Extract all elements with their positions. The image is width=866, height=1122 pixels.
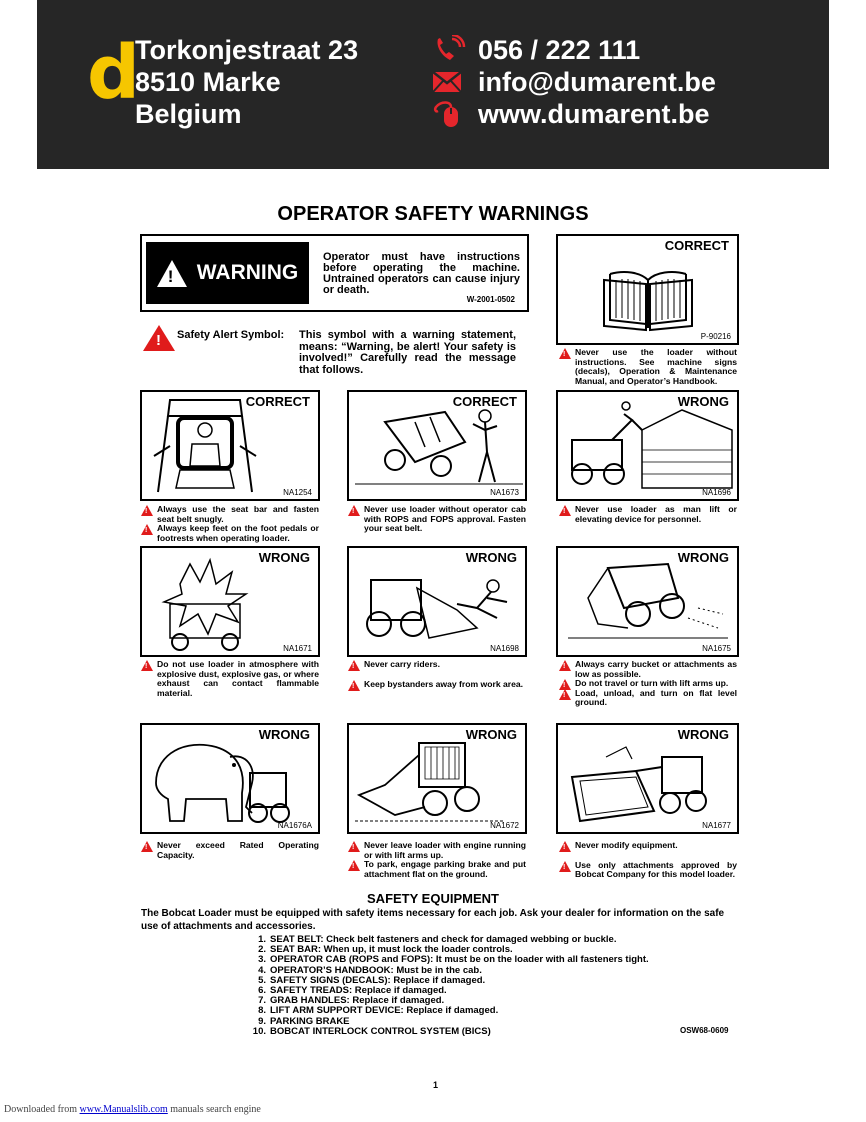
caption-line: Never use the loader without instructions. See machine signs (decals), Operation & Maintenance Manual, and Operator’s Handbook. xyxy=(575,347,737,386)
address-line-2: 8510 Marke xyxy=(135,67,281,97)
warning-banner xyxy=(146,242,309,304)
panel-code: NA1672 xyxy=(490,821,519,830)
modified-bucket-illustration xyxy=(566,737,726,827)
caption-line: Do not travel or turn with lift arms up. xyxy=(575,678,729,689)
explosion-illustration xyxy=(150,554,260,654)
panel-parking xyxy=(347,723,527,834)
panel-code: NA1676A xyxy=(277,821,312,830)
warning-triangle-icon xyxy=(141,524,153,535)
panel-explosive xyxy=(140,546,320,657)
warning-label: WARNING xyxy=(196,261,299,284)
panel-code: NA1673 xyxy=(490,488,519,497)
panel-label: CORRECT xyxy=(664,238,729,253)
panel-caption xyxy=(559,660,737,708)
caption-line: To park, engage parking brake and put attachment flat on the ground. xyxy=(364,859,526,879)
caption-line: Always use the seat bar and fasten seat belt snugly. xyxy=(157,504,319,524)
caption-line: Always keep feet on the foot pedals or footrests when operating loader. xyxy=(157,523,319,543)
warning-triangle-icon xyxy=(559,861,571,872)
panel-bucket-low xyxy=(556,546,739,657)
warning-code: W-2001-0502 xyxy=(466,295,515,304)
panel-caption xyxy=(348,660,526,689)
header-banner xyxy=(37,0,829,169)
panel-code: NA1696 xyxy=(702,488,731,497)
panel-capacity xyxy=(140,723,320,834)
panel-label: WRONG xyxy=(677,727,729,742)
email-icon xyxy=(432,71,478,93)
address-block xyxy=(135,34,358,130)
safety-alert-text: This symbol with a warning statement, means: “Warning, be alert! Your safety is involved!” Carefully read the message that follows. xyxy=(299,329,516,376)
contact-block xyxy=(432,34,716,130)
panel-code: NA1671 xyxy=(283,644,312,653)
man-lift-illustration xyxy=(562,400,736,490)
tipping-loader-illustration xyxy=(568,558,728,648)
caption-line: Never carry riders. xyxy=(364,659,440,669)
panel-man-lift xyxy=(556,390,739,501)
panel-caption xyxy=(559,348,737,386)
panel-label: CORRECT xyxy=(245,394,310,409)
address-line-3: Belgium xyxy=(135,99,242,129)
panel-rops xyxy=(347,390,527,501)
panel-code: NA1254 xyxy=(283,488,312,497)
panel-modify xyxy=(556,723,739,834)
phone-icon xyxy=(432,35,478,65)
safety-alert-icon xyxy=(143,325,175,351)
footer-prefix: Downloaded from xyxy=(4,1104,80,1115)
panel-label: WRONG xyxy=(677,550,729,565)
list-item: 3. OPERATOR CAB (ROPS and FOPS): It must be on the loader with all fasteners tight. xyxy=(258,954,649,966)
caption-line: Never modify equipment. xyxy=(575,840,678,850)
caption-line: Never use loader as man lift or elevating device for personnel. xyxy=(575,504,737,524)
page-number: 1 xyxy=(433,1080,439,1090)
list-item: 8. LIFT ARM SUPPORT DEVICE: Replace if damaged. xyxy=(258,1005,499,1017)
operator-seat-illustration xyxy=(150,396,260,498)
safety-equipment-title: SAFETY EQUIPMENT xyxy=(367,891,499,906)
document-code: OSW68-0609 xyxy=(680,1026,729,1035)
warning-box xyxy=(140,234,529,312)
panel-label: WRONG xyxy=(677,394,729,409)
warning-triangle-icon xyxy=(348,841,360,852)
panel-caption xyxy=(559,505,737,524)
warning-triangle-icon xyxy=(141,660,153,671)
panel-label: WRONG xyxy=(258,727,310,742)
caption-line: Use only attachments approved by Bobcat Company for this model loader. xyxy=(575,859,737,880)
panel-caption xyxy=(141,841,319,860)
website[interactable]: www.dumarent.be xyxy=(478,99,710,129)
panel-label: WRONG xyxy=(465,727,517,742)
list-item: 2. SEAT BAR: When up, it must lock the loader controls. xyxy=(258,944,513,956)
panel-code: NA1677 xyxy=(702,821,731,830)
company-logo: d xyxy=(87,30,140,116)
manual-book-icon xyxy=(600,266,696,332)
list-item: 4. OPERATOR’S HANDBOOK: Must be in the cab. xyxy=(258,964,482,976)
warning-triangle-icon xyxy=(559,660,571,671)
warning-triangle-icon xyxy=(559,689,571,700)
panel-label: CORRECT xyxy=(452,394,517,409)
warning-triangle-icon xyxy=(559,841,571,852)
list-item: 7. GRAB HANDLES: Replace if damaged. xyxy=(258,995,445,1007)
rollover-illustration xyxy=(355,402,523,488)
page-title: OPERATOR SAFETY WARNINGS xyxy=(277,203,589,225)
footer-suffix: manuals search engine xyxy=(167,1104,261,1115)
safety-equipment-list xyxy=(246,935,649,1037)
panel-seat-bar xyxy=(140,390,320,501)
riders-illustration xyxy=(357,558,523,648)
footer xyxy=(4,1104,261,1115)
address-line-1: Torkonjestraat 23 xyxy=(135,35,359,65)
mouse-icon xyxy=(432,99,478,129)
warning-triangle-icon xyxy=(348,680,360,691)
panel-manual xyxy=(556,234,739,345)
panel-riders xyxy=(347,546,527,657)
list-item: 10. BOBCAT INTERLOCK CONTROL SYSTEM (BICS) xyxy=(252,1025,491,1037)
warning-triangle-icon xyxy=(348,505,360,516)
list-item: 1. SEAT BELT: Check belt fasteners and check for damaged webbing or buckle. xyxy=(258,934,617,945)
panel-label: WRONG xyxy=(465,550,517,565)
warning-triangle-icon xyxy=(157,260,187,287)
warning-triangle-icon xyxy=(348,660,360,671)
manualslib-link[interactable]: www.Manualslib.com xyxy=(79,1104,168,1115)
warning-triangle-icon xyxy=(348,860,360,871)
parked-loader-illustration xyxy=(355,735,505,827)
panel-caption xyxy=(348,505,526,534)
safety-alert-label: Safety Alert Symbol: xyxy=(177,329,285,341)
list-item: 6. SAFETY TREADS: Replace if damaged. xyxy=(258,985,447,997)
warning-triangle-icon xyxy=(141,505,153,516)
warning-text: Operator must have instructions before operating the machine. Untrained operators can cause injury or death. xyxy=(323,251,520,296)
elephant-illustration xyxy=(146,733,296,829)
list-item: 5. SAFETY SIGNS (DECALS): Replace if damaged. xyxy=(258,974,486,986)
panel-code: P-90216 xyxy=(700,332,731,341)
panel-caption xyxy=(141,660,319,698)
caption-line: Do not use loader in atmosphere with explosive dust, explosive gas, or where exhaust can contact flammable material. xyxy=(157,659,319,698)
warning-triangle-icon xyxy=(559,348,571,359)
caption-line: Never use loader without operator cab with ROPS and FOPS approval. Fasten your seat belt. xyxy=(364,504,526,534)
list-item: 9. PARKING BRAKE xyxy=(258,1015,350,1027)
panel-code: NA1675 xyxy=(702,644,731,653)
caption-line: Never exceed Rated Operating Capacity. xyxy=(157,840,319,860)
warning-triangle-icon xyxy=(141,841,153,852)
email-address[interactable]: info@dumarent.be xyxy=(478,67,716,97)
caption-line: Never leave loader with engine running or with lift arms up. xyxy=(364,840,526,860)
phone-number[interactable]: 056 / 222 111 xyxy=(478,35,641,65)
caption-line: Keep bystanders away from work area. xyxy=(364,678,524,689)
safety-equipment-intro: The Bobcat Loader must be equipped with safety items necessary for each job. Ask your dealer for information on the safe use of attachments and accessories. xyxy=(141,908,725,932)
warning-triangle-icon xyxy=(559,505,571,516)
panel-caption xyxy=(141,505,319,543)
caption-line: Load, unload, and turn on flat level ground. xyxy=(575,687,737,708)
panel-label: WRONG xyxy=(258,550,310,565)
panel-caption xyxy=(348,841,526,879)
panel-code: NA1698 xyxy=(490,644,519,653)
panel-caption xyxy=(559,841,737,880)
caption-line: Always carry bucket or attachments as low as possible. xyxy=(575,659,737,679)
